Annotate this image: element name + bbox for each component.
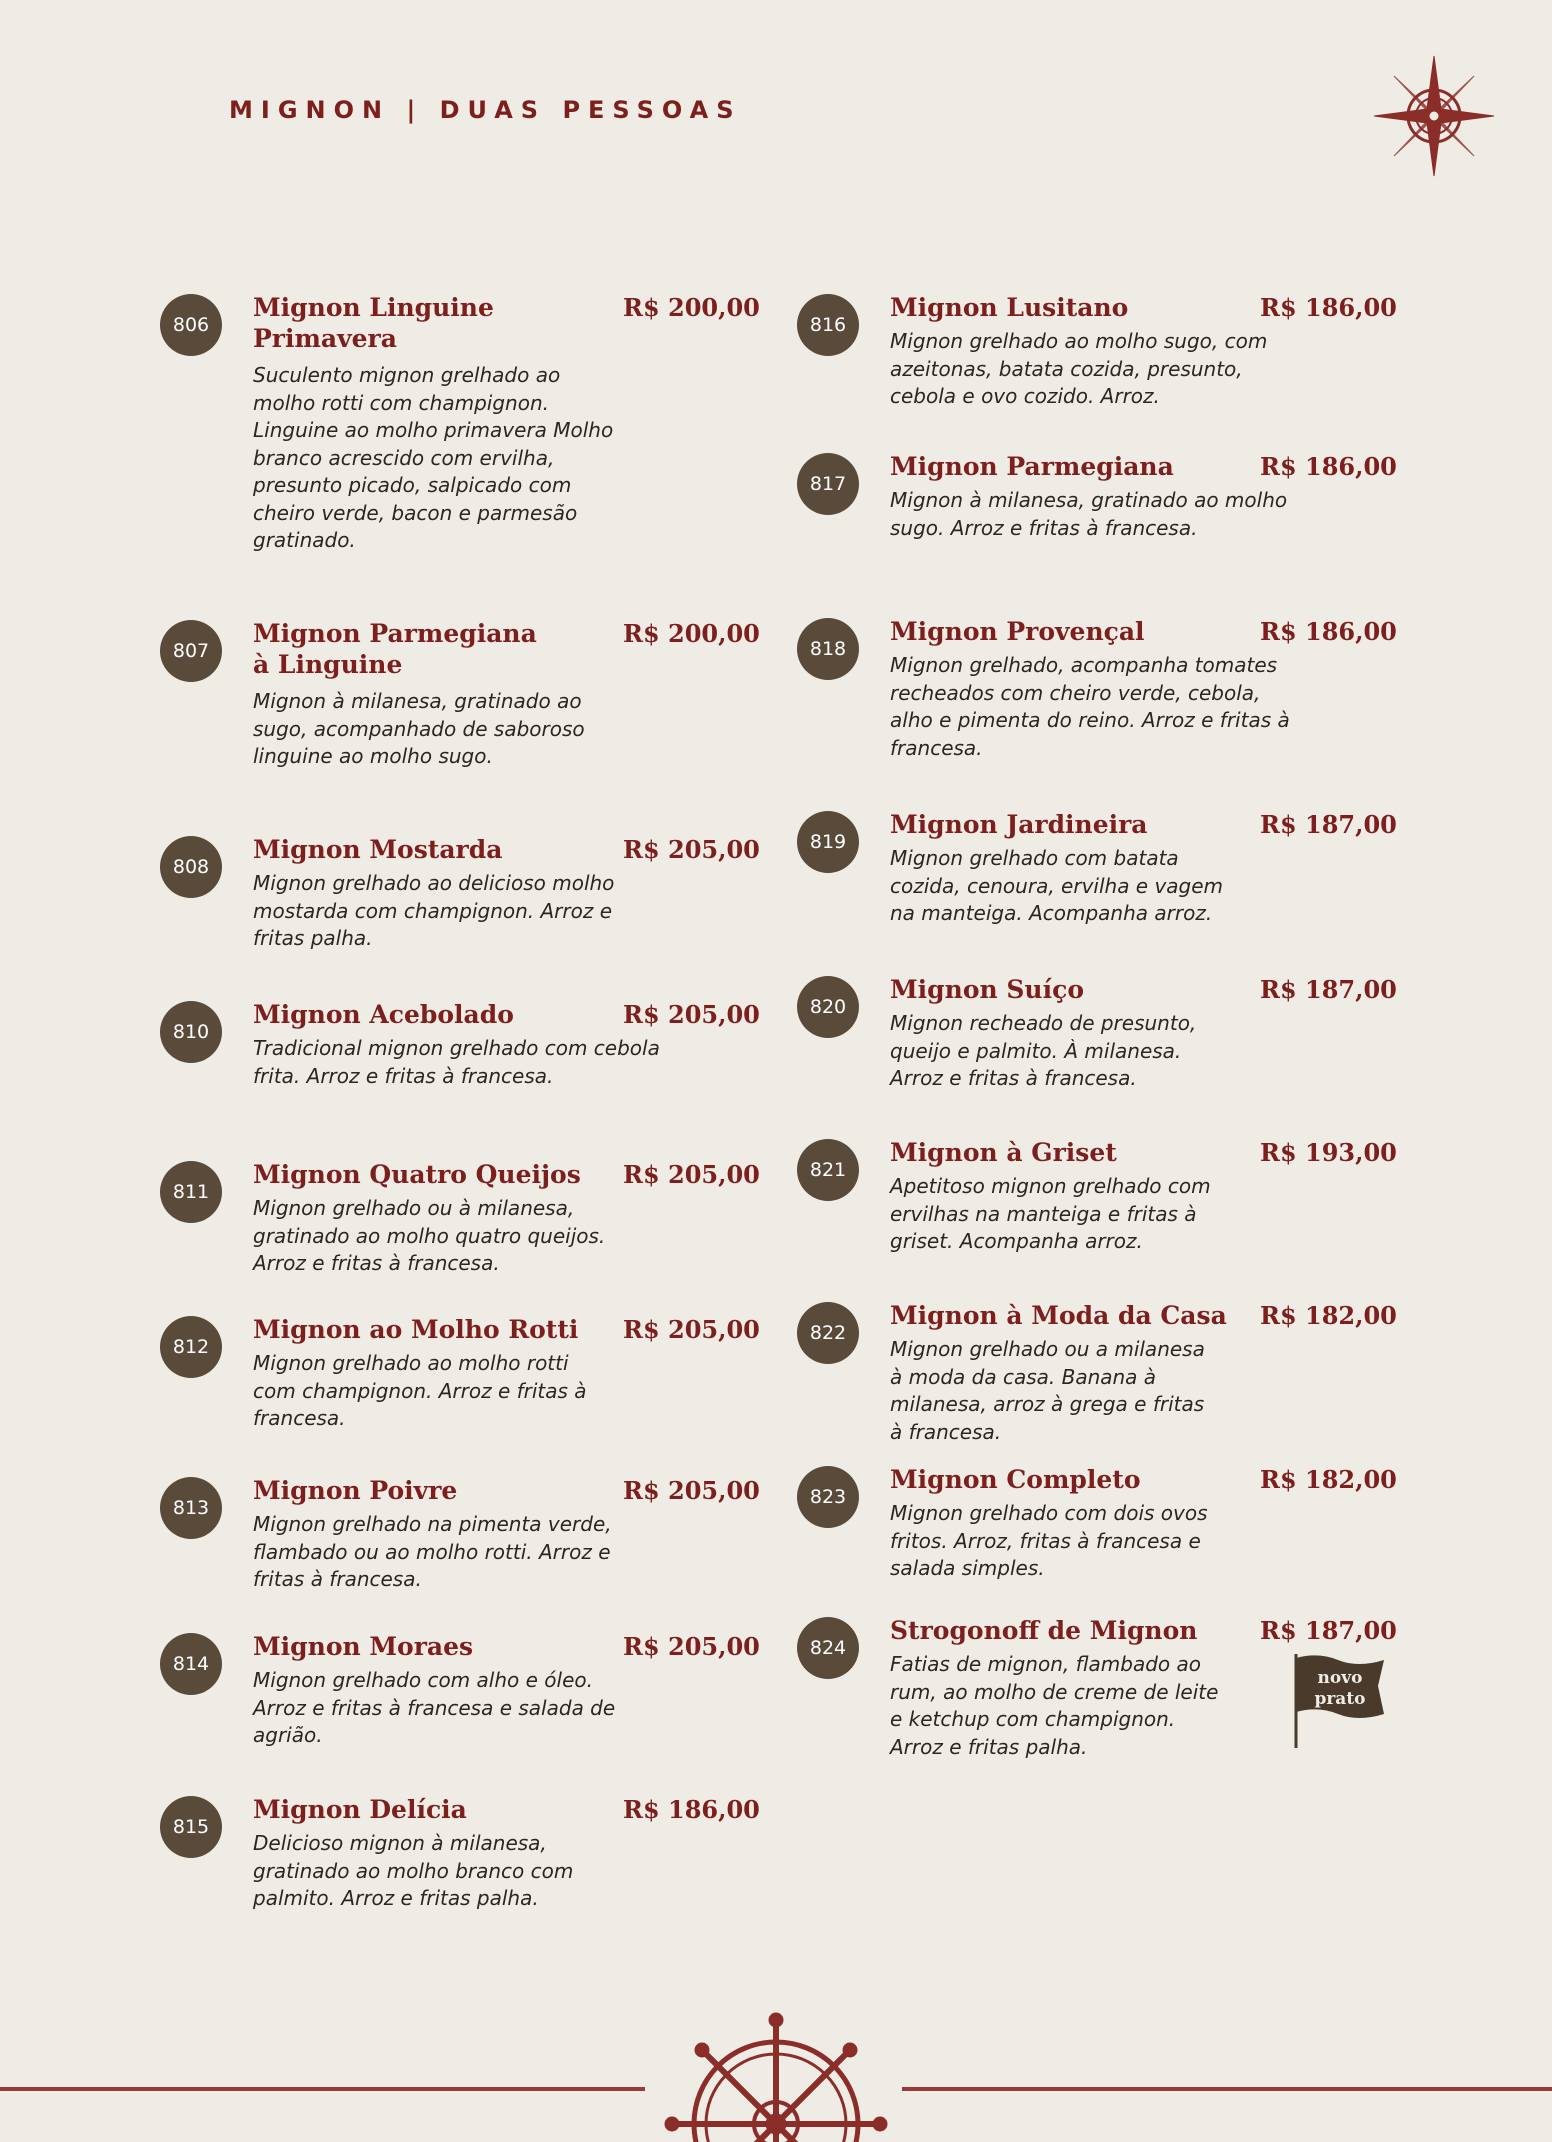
item-description: Mignon grelhado com dois ovos fritos. Arroz, fritas à francesa e salada simples. [890,1501,1208,1580]
item-number-badge: 815 [160,1796,222,1858]
item-number-badge: 820 [797,976,859,1038]
new-dish-label-line: prato [1314,1689,1366,1709]
item-price: R$ 187,00 [1260,1616,1397,1645]
item-number-badge: 822 [797,1302,859,1364]
bottom-divider-right [902,2087,1552,2091]
item-name: Mignon Acebolado [253,1000,514,1029]
item-price: R$ 182,00 [1260,1465,1397,1494]
item-description: Mignon grelhado ao molho rotti com champignon. Arroz e fritas à francesa. [253,1351,587,1430]
item-name: Mignon Quatro Queijos [253,1160,581,1189]
item-description: Apetitoso mignon grelhado com ervilhas na manteiga e fritas à griset. Acompanha arroz. [890,1174,1211,1253]
item-description: Tradicional mignon grelhado com cebola frita. Arroz e fritas à francesa. [253,1036,660,1088]
item-name: Mignon Parmegiana [890,452,1174,481]
item-price: R$ 205,00 [623,1160,760,1189]
item-number-badge: 813 [160,1477,222,1539]
item-number-badge: 823 [797,1466,859,1528]
item-price: R$ 205,00 [623,835,760,864]
item-name: Mignon Lusitano [890,293,1129,322]
item-name: Mignon Delícia [253,1795,467,1824]
item-price: R$ 186,00 [1260,293,1397,322]
item-description: Mignon grelhado com batata cozida, cenoura, ervilha e vagem na manteiga. Acompanha arroz. [890,846,1224,925]
item-price: R$ 186,00 [1260,452,1397,481]
item-name: Mignon à Moda da Casa [890,1301,1227,1330]
flag-icon [1288,1650,1388,1750]
new-dish-label-line: novo [1317,1668,1363,1688]
item-price: R$ 205,00 [623,1632,760,1661]
item-price: R$ 205,00 [623,1000,760,1029]
bottom-divider-left [0,2087,645,2091]
item-name: Mignon à Griset [890,1138,1117,1167]
item-name: Mignon Linguine Primavera [253,293,494,353]
item-description: Fatias de mignon, flambado ao rum, ao molho de creme de leite e ketchup com champignon. Arroz e fritas palha. [890,1652,1219,1759]
item-price: R$ 182,00 [1260,1301,1397,1330]
item-description: Mignon grelhado na pimenta verde, flambado ou ao molho rotti. Arroz e fritas à francesa. [253,1512,612,1591]
item-number-badge: 821 [797,1139,859,1201]
item-name: Strogonoff de Mignon [890,1616,1198,1645]
item-description: Mignon grelhado com alho e óleo. Arroz e fritas à francesa e salada de agrião. [253,1668,616,1747]
item-price: R$ 200,00 [623,293,760,322]
item-number-badge: 808 [160,836,222,898]
item-description: Mignon recheado de presunto, queijo e palmito. À milanesa. Arroz e fritas à francesa. [890,1011,1197,1090]
item-name: Mignon Suíço [890,975,1085,1004]
item-price: R$ 193,00 [1260,1138,1397,1167]
item-number-badge: 819 [797,811,859,873]
item-description: Delicioso mignon à milanesa, gratinado ao molho branco com palmito. Arroz e fritas palha. [253,1831,574,1910]
item-name: Mignon Jardineira [890,810,1148,839]
item-number-badge: 816 [797,294,859,356]
item-description: Mignon grelhado, acompanha tomates recheados com cheiro verde, cebola, alho e pimenta do reino. Arroz e fritas à francesa. [890,653,1290,760]
item-number-badge: 807 [160,620,222,682]
item-name: Mignon Parmegiana à Linguine [253,619,537,679]
item-name: Mignon Mostarda [253,835,503,864]
item-description: Suculento mignon grelhado ao molho rotti com champignon. Linguine ao molho primavera Molho branco acrescido com ervilha, presunto picado, salpicado com cheiro verde, bacon e parmesão gratinado. [253,363,614,552]
item-name: Mignon ao Molho Rotti [253,1315,579,1344]
item-number-badge: 817 [797,453,859,515]
item-price: R$ 186,00 [623,1795,760,1824]
page-title: MIGNON | DUAS PESSOAS [229,96,742,124]
item-name: Mignon Moraes [253,1632,474,1661]
item-number-badge: 810 [160,1001,222,1063]
item-price: R$ 187,00 [1260,975,1397,1004]
item-price: R$ 187,00 [1260,810,1397,839]
item-description: Mignon à milanesa, gratinado ao sugo, acompanhado de saboroso linguine ao molho sugo. [253,689,585,768]
item-price: R$ 205,00 [623,1315,760,1344]
compass-rose-icon [1372,54,1496,178]
item-description: Mignon grelhado ao molho sugo, com azeitonas, batata cozida, presunto, cebola e ovo cozido. Arroz. [890,329,1268,408]
ship-wheel-icon [656,1984,896,2142]
item-name: Mignon Poivre [253,1476,458,1505]
item-description: Mignon grelhado ou à milanesa, gratinado ao molho quatro queijos. Arroz e fritas à francesa. [253,1196,606,1275]
item-price: R$ 200,00 [623,619,760,648]
item-number-badge: 811 [160,1161,222,1223]
item-description: Mignon grelhado ao delicioso molho mostarda com champignon. Arroz e fritas palha. [253,871,615,950]
item-number-badge: 814 [160,1633,222,1695]
item-price: R$ 186,00 [1260,617,1397,646]
item-number-badge: 824 [797,1617,859,1679]
item-name: Mignon Completo [890,1465,1141,1494]
item-number-badge: 812 [160,1316,222,1378]
item-name: Mignon Provençal [890,617,1145,646]
item-price: R$ 205,00 [623,1476,760,1505]
item-number-badge: 818 [797,618,859,680]
item-description: Mignon grelhado ou a milanesa à moda da casa. Banana à milanesa, arroz à grega e fritas à francesa. [890,1337,1205,1444]
item-number-badge: 806 [160,294,222,356]
item-description: Mignon à milanesa, gratinado ao molho sugo. Arroz e fritas à francesa. [890,488,1288,540]
